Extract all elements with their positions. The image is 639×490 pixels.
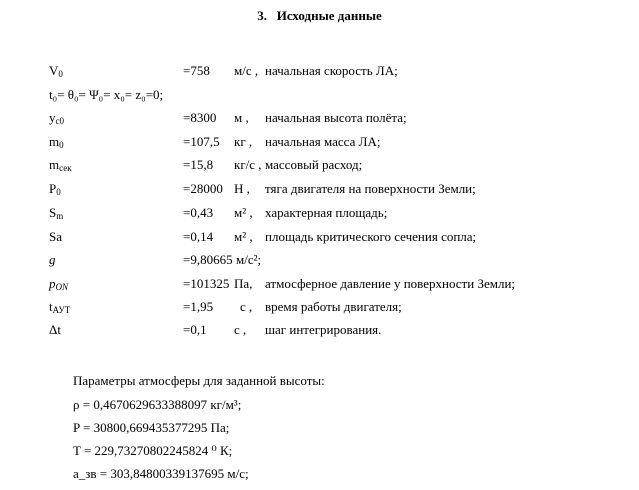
param-row-pon [0, 276, 639, 296]
param-value: =101325 [183, 276, 230, 291]
param-symbol: $S_m$ [49, 205, 64, 221]
param-unit: кг , [234, 134, 253, 149]
param-symbol: g [49, 252, 56, 267]
param-symbol: $p_{ON}$ [49, 276, 69, 292]
param-symbol: $m_{сек}$ [49, 157, 72, 173]
param-symbol: Δt [49, 322, 61, 337]
param-desc: начальная масса ЛА; [265, 134, 381, 149]
param-value: =0,1 [183, 322, 207, 337]
param-row-dt [0, 322, 639, 342]
param-unit: м/с , [234, 63, 259, 78]
param-row-yc0 [0, 110, 639, 130]
param-unit: м² , [234, 205, 253, 220]
param-desc: шаг интегрирования. [265, 322, 382, 337]
param-unit: м/с²; [236, 252, 262, 267]
param-row-g [0, 252, 639, 272]
param-desc: начальная высота полёта; [265, 110, 407, 125]
param-value: =758 [183, 63, 210, 78]
atmosphere-sound-speed: a_зв = 303,84800339137695 м/с; [73, 466, 249, 481]
param-symbol: Sa [49, 229, 62, 244]
atmosphere-heading: Параметры атмосферы для заданной высоты: [73, 373, 325, 388]
param-unit: м , [234, 110, 249, 125]
param-value: =8300 [183, 110, 217, 125]
param-desc: тяга двигателя на поверхности Земли; [265, 181, 476, 196]
param-value: =0,43 [183, 205, 214, 220]
param-symbol: $V_0$ [49, 63, 63, 79]
param-row-msek [0, 157, 639, 177]
param-unit: кг/с , [234, 157, 262, 172]
param-row-v0 [0, 63, 639, 83]
atmosphere-pressure: P = 30800,669435377295 Па; [73, 420, 230, 435]
initial-conditions: t₀= θ₀= Ψ₀= x₀= z₀=0; [49, 87, 164, 102]
param-symbol: $P_0$ [49, 181, 61, 197]
param-symbol: $t_{АУТ}$ [49, 299, 71, 315]
param-value: =1,95 [183, 299, 214, 314]
param-unit: с , [234, 322, 247, 337]
param-row-taut [0, 299, 639, 319]
atmosphere-density: ρ = 0,4670629633388097 кг/м³; [73, 397, 242, 412]
param-desc: массовый расход; [265, 157, 363, 172]
param-unit: м² , [234, 229, 253, 244]
param-row-sa [0, 229, 639, 249]
param-desc: площадь критического сечения сопла; [265, 229, 477, 244]
param-row-sm [0, 205, 639, 225]
param-value: =9,80665 [183, 252, 233, 267]
param-row-m0 [0, 134, 639, 154]
param-value: =107,5 [183, 134, 220, 149]
param-row-p0 [0, 181, 639, 201]
param-desc: время работы двигателя; [265, 299, 402, 314]
param-unit: с , [240, 299, 253, 314]
param-unit: Н , [234, 181, 250, 196]
param-desc: атмосферное давление у поверхности Земли; [265, 276, 516, 291]
section-number: 3. [257, 8, 267, 23]
param-desc: начальная скорость ЛА; [265, 63, 398, 78]
section-title-text: Исходные данные [276, 8, 382, 23]
section-title [0, 8, 639, 24]
param-unit: Па, [234, 276, 253, 291]
param-value: =0,14 [183, 229, 214, 244]
param-value: =15,8 [183, 157, 214, 172]
param-symbol: $y_{c0}$ [49, 110, 64, 126]
param-symbol: $m_0$ [49, 134, 64, 150]
atmosphere-temperature: T = 229,73270802245824 ⁰ К; [73, 443, 233, 458]
param-row-init [0, 87, 639, 107]
param-value: =28000 [183, 181, 223, 196]
param-desc: характерная площадь; [265, 205, 388, 220]
